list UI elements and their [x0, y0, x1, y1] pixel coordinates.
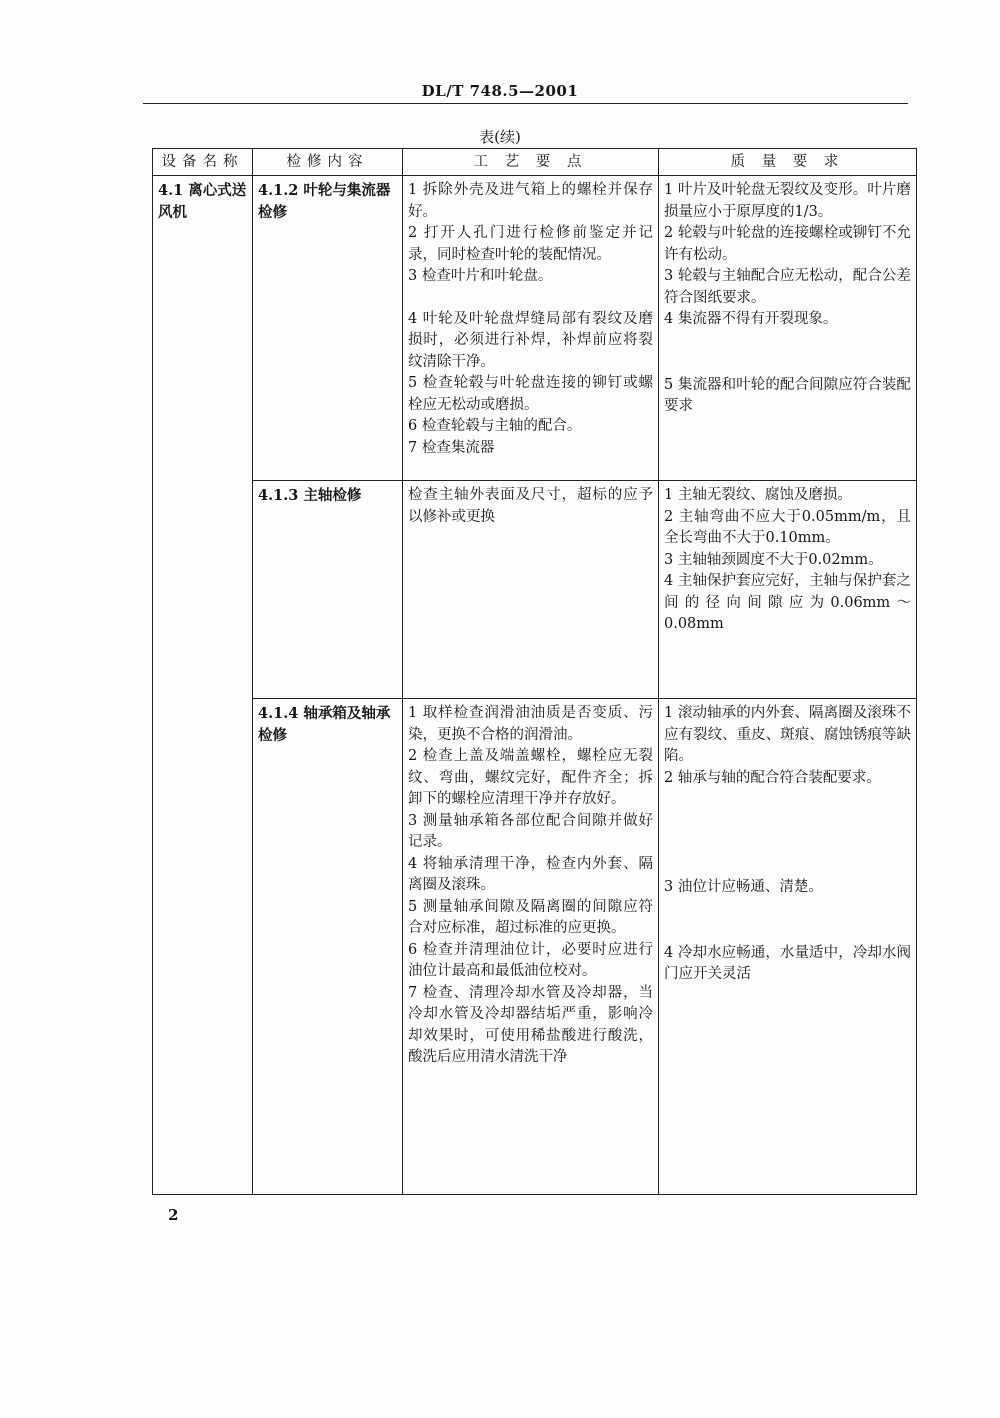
column-header-quality: 质 量 要 求 [659, 149, 917, 176]
process-step: 7 检查、清理冷却水管及冷却器，当冷却水管及冷却器结垢严重，影响冷却效果时，可使用稀盐酸进行酸洗，酸洗后应用清水清洗干净 [408, 984, 653, 1065]
process-step: 2 检查上盖及端盖螺栓，螺栓应无裂纹、弯曲，螺纹完好，配件齐全；拆卸下的螺栓应清理干净并存放好。 [408, 748, 653, 807]
process-cell [403, 176, 659, 481]
quality-cell [659, 176, 917, 481]
standard-code: DL/T 748.5—2001 [421, 82, 579, 100]
quality-item: 2 轴承与轴的配合符合装配要求。 [664, 769, 881, 786]
device-name: 4.1 离心式送风机 [158, 182, 247, 221]
maintenance-table [152, 148, 917, 1195]
process-step: 3 测量轴承箱各部位配合间隙并做好记录。 [408, 812, 653, 850]
section-cell [253, 481, 403, 699]
quality-item: 3 轮毂与主轴配合应无松动，配合公差符合图纸要求。 [664, 268, 911, 306]
process-step: 6 检查轮毂与主轴的配合。 [408, 418, 582, 434]
page-number: 2 [168, 1206, 179, 1224]
device-name-cell [153, 176, 253, 1195]
table-header-row [153, 149, 917, 176]
process-step: 3 检查叶片和叶轮盘。 [408, 268, 553, 284]
column-header-content: 检修内容 [253, 149, 403, 176]
quality-item: 1 滚动轴承的内外套、隔离圈及滚珠不应有裂纹、重皮、斑痕、腐蚀锈痕等缺陷。 [664, 705, 911, 764]
process-step: 1 取样检查润滑油油质是否变质、污染，更换不合格的润滑油。 [408, 705, 653, 743]
quality-item: 4 冷却水应畅通，水量适中，冷却水阀门应开关灵活 [664, 944, 911, 982]
process-step: 5 检查轮毂与叶轮盘连接的铆钉或螺栓应无松动或磨损。 [408, 375, 653, 413]
process-step: 2 打开人孔门进行检修前鉴定并记录，同时检查叶轮的装配情况。 [408, 225, 653, 263]
process-step: 1 拆除外壳及进气箱上的螺栓并保存好。 [408, 182, 653, 220]
quality-item: 3 油位计应畅通、清楚。 [664, 879, 823, 895]
column-header-process: 工 艺 要 点 [403, 149, 659, 176]
process-cell [403, 699, 659, 1195]
quality-item: 1 叶片及叶轮盘无裂纹及变形。叶片磨损量应小于原厚度的1/3。 [664, 182, 911, 220]
section-title: 4.1.2 叶轮与集流器检修 [258, 182, 391, 221]
section-title: 4.1.4 轴承箱及轴承检修 [258, 705, 391, 744]
process-cell [403, 481, 659, 699]
section-cell [253, 699, 403, 1195]
quality-item: 5 集流器和叶轮的配合间隙应符合装配要求 [664, 376, 911, 414]
quality-item: 4 集流器不得有开裂现象。 [664, 311, 838, 327]
section-title: 4.1.3 主轴检修 [258, 487, 362, 504]
header-rule [143, 103, 908, 104]
quality-item: 4 主轴保护套应完好，主轴与保护套之间的径向间隙应为0.06mm～0.08mm [664, 573, 911, 632]
table-row [153, 699, 917, 1195]
table-row [153, 481, 917, 699]
process-step: 7 检查集流器 [408, 439, 495, 456]
quality-item: 3 主轴轴颈圆度不大于0.02mm。 [664, 551, 883, 568]
process-step: 4 将轴承清理干净，检查内外套、隔离圈及滚珠。 [408, 855, 653, 893]
quality-item: 2 轮毂与叶轮盘的连接螺栓或铆钉不允许有松动。 [664, 225, 911, 263]
column-header-device: 设备名称 [153, 149, 253, 176]
quality-cell [659, 481, 917, 699]
process-step: 4 叶轮及叶轮盘焊缝局部有裂纹及磨损时，必须进行补焊，补焊前应将裂纹清除干净。 [408, 310, 653, 370]
table-caption: 表(续) [479, 128, 521, 146]
quality-item: 1 主轴无裂纹、腐蚀及磨损。 [664, 487, 852, 503]
quality-cell [659, 699, 917, 1195]
process-step: 6 检查并清理油位计，必要时应进行油位计最高和最低油位校对。 [408, 941, 653, 979]
quality-item: 2 主轴弯曲不应大于0.05mm/m，且全长弯曲不大于0.10mm。 [664, 508, 911, 546]
section-cell [253, 176, 403, 481]
process-step: 5 测量轴承间隙及隔离圈的间隙应符合对应标准，超过标准的应更换。 [408, 898, 653, 936]
table-row [153, 176, 917, 481]
process-step: 检查主轴外表面及尺寸，超标的应予以修补或更换 [408, 487, 653, 525]
